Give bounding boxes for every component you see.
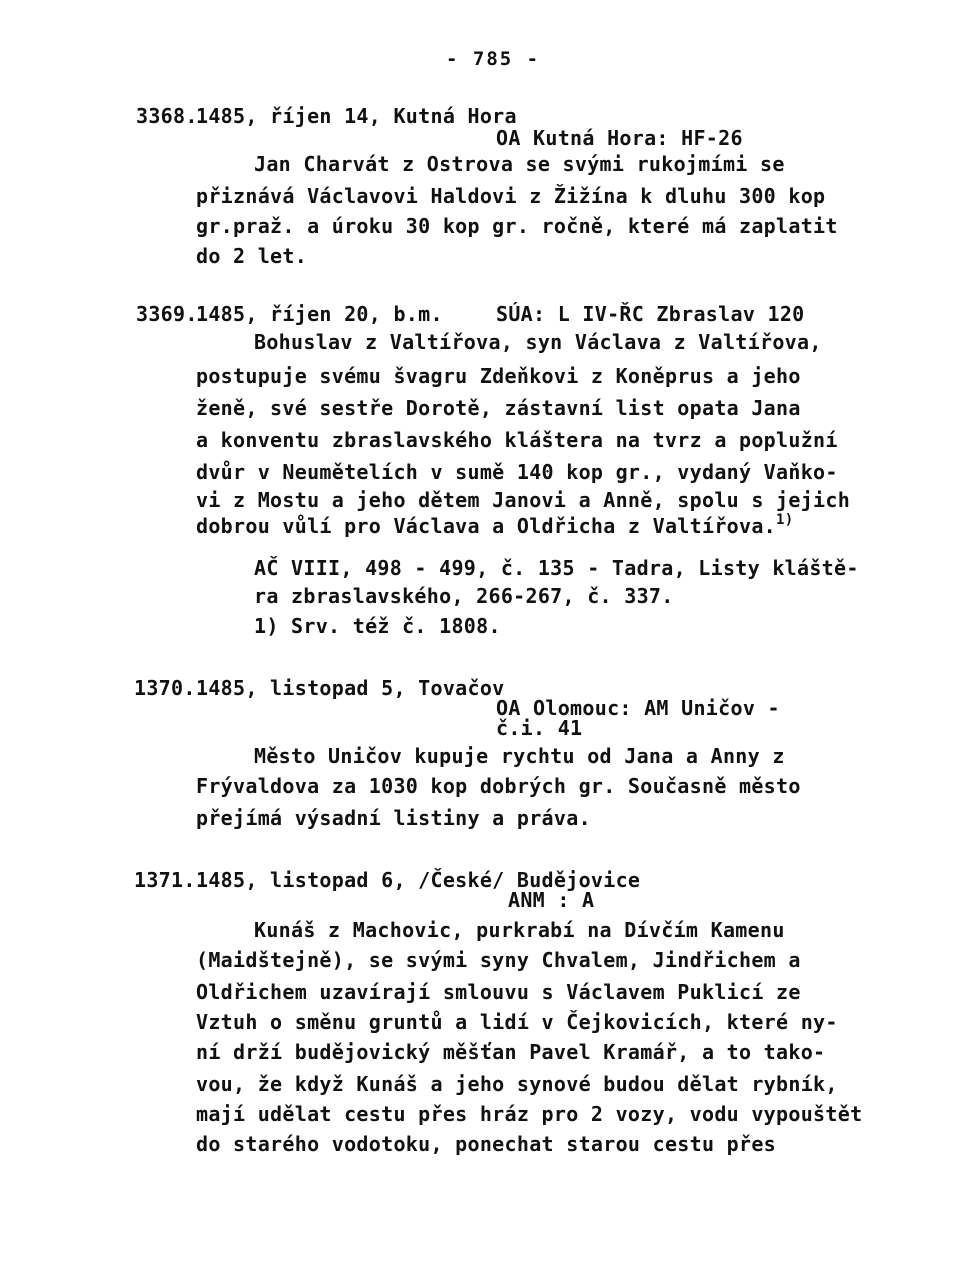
entry-body-line: Vztuh o směnu gruntů a lidí v Čejkovicích, které ny- <box>196 1010 838 1034</box>
entry-number: 1370. <box>134 676 196 700</box>
entry-body-line: postupuje svému švagru Zdeňkovi z Koněprus a jeho <box>196 364 801 388</box>
entry-body-text: dobrou vůlí pro Václava a Oldřicha z Valtířova. <box>196 514 777 538</box>
entry-body-line: do starého vodotoku, ponechat starou cestu přes <box>196 1132 777 1156</box>
entry-body-line: vou, že když Kunáš a jeho synové budou dělat rybník, <box>196 1072 838 1096</box>
entry-head: 1485, říjen 14, Kutná Hora <box>196 104 517 128</box>
entry-body-line: ženě, své sestře Dorotě, zástavní list opata Jana <box>196 396 801 420</box>
footnote-marker: 1) <box>776 512 794 528</box>
entry-source: ANM : A <box>508 888 595 912</box>
entry-body-line: gr.praž. a úroku 30 kop gr. ročně, které má zaplatit <box>196 214 838 238</box>
entry-body-line: vi z Mostu a jeho dětem Janovi a Anně, spolu s jejich <box>196 488 851 512</box>
entry-body-line <box>196 514 794 541</box>
reference-line: AČ VIII, 498 - 499, č. 135 - Tadra, Listy kláště- <box>254 556 859 580</box>
entry-source: SÚA: L IV-ŘC Zbraslav 120 <box>496 302 805 326</box>
entry-head: 1485, listopad 6, /České/ Budějovice <box>196 868 641 892</box>
entry-body-line: dvůr v Neumětelích v sumě 140 kop gr., vydaný Vaňko- <box>196 460 838 484</box>
entry-head: 1485, listopad 5, Tovačov <box>196 676 505 700</box>
entry-body-line: (Maidštejně), se svými syny Chvalem, Jindřichem a <box>196 948 801 972</box>
entry-source: č.i. 41 <box>496 716 583 740</box>
entry-body-line: do 2 let. <box>196 244 308 268</box>
reference-line: ra zbraslavského, 266-267, č. 337. <box>254 584 674 608</box>
entry-body-line: Oldřichem uzavírají smlouvu s Václavem Puklicí ze <box>196 980 801 1004</box>
entry-body-line: Jan Charvát z Ostrova se svými rukojmími se <box>254 152 785 176</box>
entry-number: 3368. <box>136 104 198 128</box>
entry-source: OA Kutná Hora: HF-26 <box>496 126 743 150</box>
entry-body-line: Bohuslav z Valtířova, syn Václava z Valtířova, <box>254 330 822 354</box>
entry-body-line: Město Uničov kupuje rychtu od Jana a Anny z <box>254 744 785 768</box>
entry-number: 1371. <box>134 868 196 892</box>
entry-body-line: ní drží budějovický měšťan Pavel Kramář, a to tako- <box>196 1040 826 1064</box>
entry-source: OA Olomouc: AM Uničov - <box>496 696 780 720</box>
entry-body-line: přiznává Václavovi Haldovi z Žižína k dluhu 300 kop <box>196 184 826 208</box>
entry-number: 3369. <box>136 302 198 326</box>
entry-body-line: Frývaldova za 1030 kop dobrých gr. Současně město <box>196 774 801 798</box>
entry-head: 1485, říjen 20, b.m. <box>196 302 443 326</box>
entry-body-line: Kunáš z Machovic, purkrabí na Dívčím Kamenu <box>254 918 785 942</box>
entry-body-line: mají udělat cestu přes hráz pro 2 vozy, vodu vypouštět <box>196 1102 863 1126</box>
entry-body-line: a konventu zbraslavského kláštera na tvrz a poplužní <box>196 428 838 452</box>
footnote-text: 1) Srv. též č. 1808. <box>254 614 501 638</box>
page-number: - 785 - <box>446 48 541 70</box>
entry-body-line: přejímá výsadní listiny a práva. <box>196 806 591 830</box>
